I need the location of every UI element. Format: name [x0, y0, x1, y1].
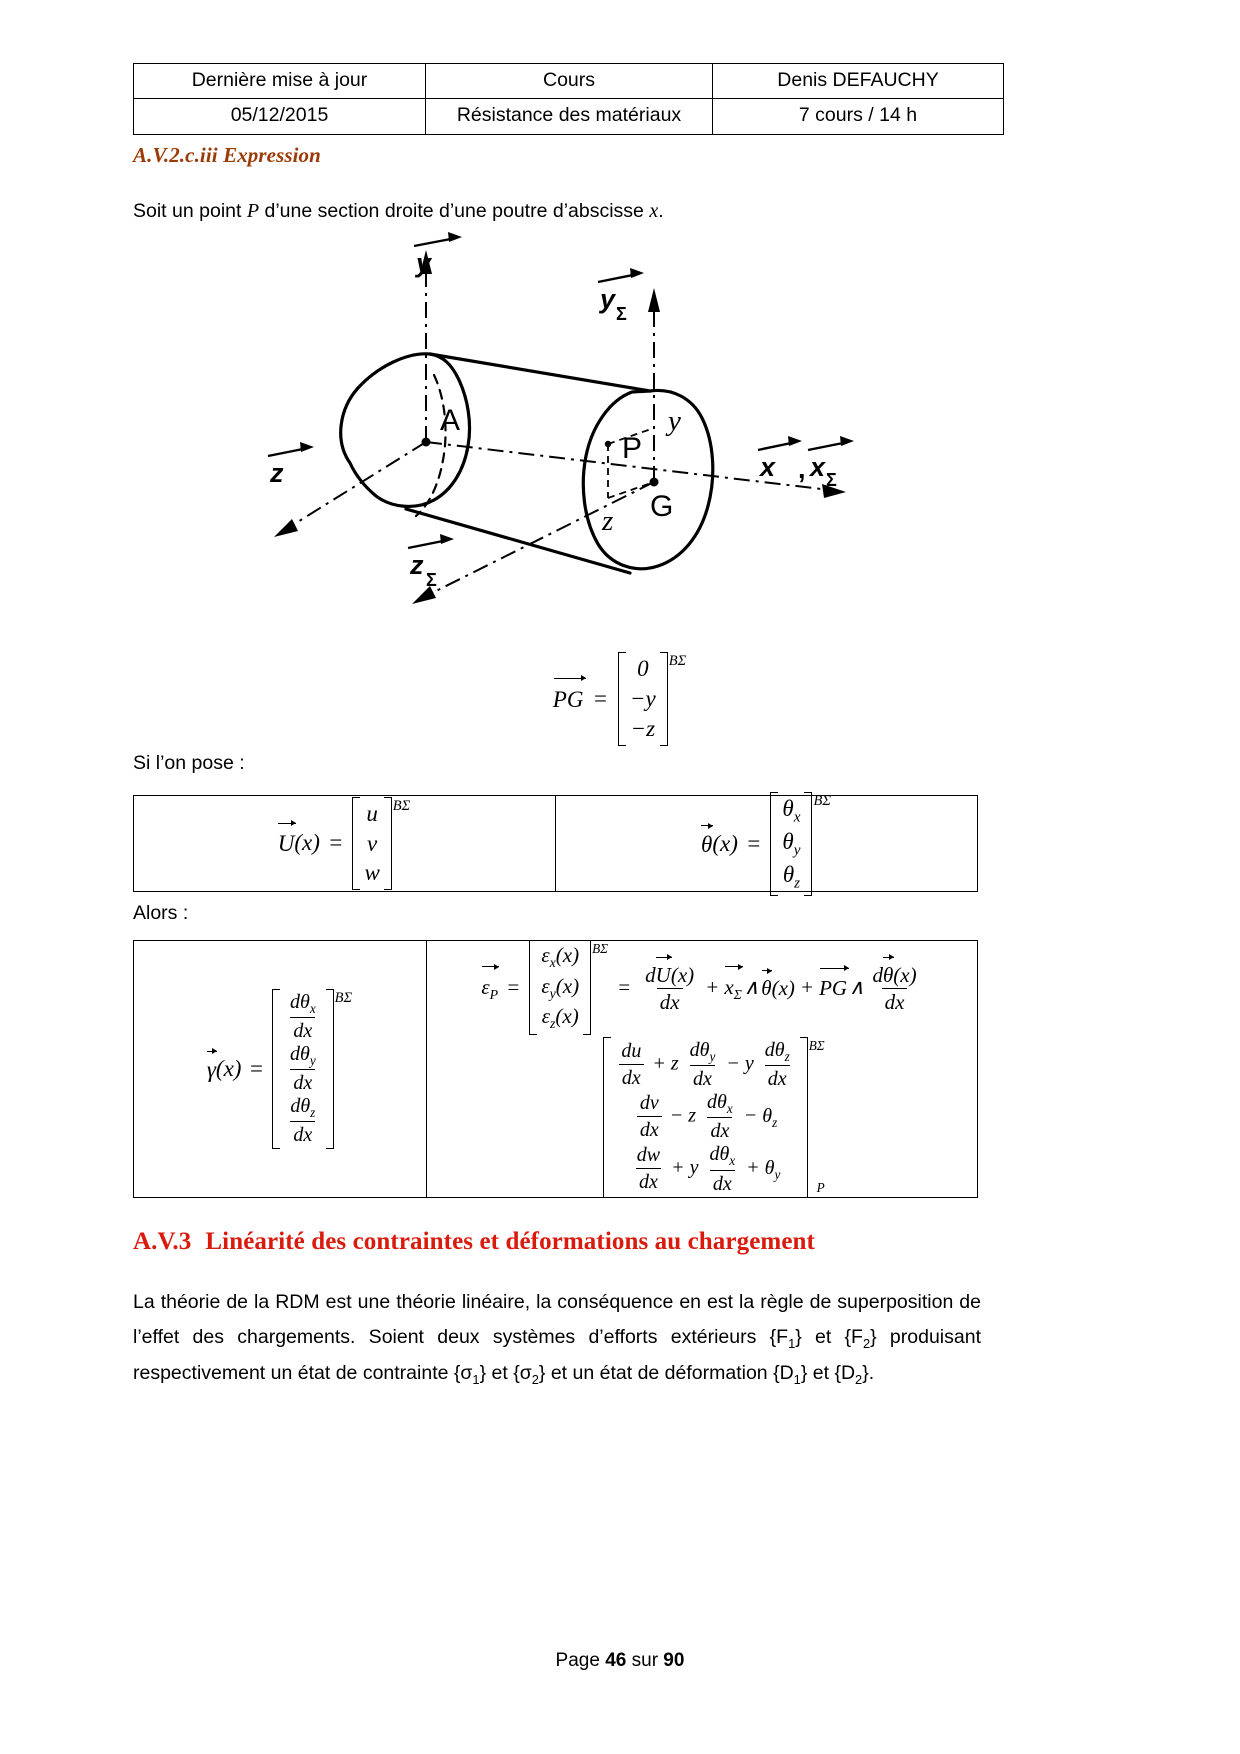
body-line-3c: } et un état de déformation {D	[538, 1361, 794, 1384]
developed-point: P	[816, 1179, 825, 1195]
theta-row-2: $\theta_z$	[782, 862, 801, 892]
point-p-g-guide	[608, 482, 654, 498]
epsilon-equals-2: =	[617, 975, 632, 1000]
u-equals: =	[327, 830, 344, 856]
label-point-p: P	[622, 432, 643, 465]
svg-text:x: x	[760, 452, 776, 482]
body-sub-6: 2	[855, 1371, 863, 1387]
theta-basis: BΣ	[813, 792, 831, 809]
theta-matrix-column	[778, 792, 804, 896]
u-arg: (x)	[294, 830, 320, 856]
epsilon-developed-column	[611, 1037, 799, 1198]
bracket-right	[660, 652, 668, 746]
developed-row-2: $\frac{dw}{dx}$ + y $\frac{d\theta_x}{dx}$ + $\theta_y$	[636, 1143, 781, 1195]
pg-row-0: 0	[637, 656, 649, 681]
epsilon-row-0: $\varepsilon_x(x)$	[541, 943, 580, 971]
section-number: A.V.3	[133, 1228, 192, 1255]
alors-text: Alors :	[133, 902, 189, 924]
svg-text:y: y	[416, 248, 432, 278]
si-lon-pose-text: Si l’on pose :	[133, 752, 245, 774]
pg-row-1: −y	[630, 685, 656, 711]
body-sub-4: 2	[531, 1371, 539, 1387]
footer-total-pages: 90	[663, 1650, 685, 1671]
label-x-vector	[758, 436, 802, 482]
u-matrix-column	[360, 797, 383, 891]
axis-z-arrowhead	[274, 519, 298, 537]
developed-row-1: $\frac{dv}{dx}$ − z $\frac{d\theta_x}{dx}$ − $\theta_z$	[615, 1091, 795, 1143]
svg-text:y: y	[600, 284, 616, 314]
u-row-0: u	[366, 800, 378, 826]
header-cell-hours: 7 cours / 14 h	[713, 99, 1004, 134]
body-line-3d: } et {D	[800, 1361, 856, 1384]
epsilon-developed-matrix	[603, 1037, 824, 1198]
header-cell-last-update: Dernière mise à jour	[134, 64, 426, 99]
svg-text:Σ: Σ	[826, 470, 837, 490]
pg-equals: =	[592, 685, 608, 711]
label-point-a: A	[440, 404, 461, 437]
section-title: Linéarité des contraintes et déformations au chargement	[205, 1228, 815, 1255]
gamma-matrix	[272, 989, 352, 1150]
pg-lhs: PG	[552, 686, 584, 712]
theta-lhs: θ	[701, 831, 713, 857]
u-row-1: v	[367, 830, 378, 856]
epsilon-term-1: $\frac{dU(x)}{dx}$	[645, 962, 695, 1014]
u-lhs: U	[277, 831, 295, 857]
svg-text:,: ,	[798, 454, 806, 484]
bracket-left	[770, 792, 778, 896]
bracket-right	[326, 989, 334, 1150]
svg-text:z: z	[410, 550, 424, 580]
epsilon-wedge-1: ∧	[743, 975, 760, 1000]
beam-right-face	[583, 390, 713, 568]
body-sub-3: 1	[472, 1371, 480, 1387]
gamma-lhs: γ	[206, 1056, 216, 1082]
point-p-marker	[605, 441, 611, 447]
intro-var-p: P	[246, 200, 260, 222]
epsilon-basis: BΣ	[592, 941, 608, 957]
table-row	[134, 64, 1004, 99]
bracket-right	[583, 940, 591, 1035]
body-line-2b: } et {F	[795, 1326, 863, 1349]
axis-z-sigma-line	[426, 482, 654, 596]
epsilon-term-5: $\frac{d\theta(x)}{dx}$	[872, 962, 917, 1014]
body-sub-2: 2	[862, 1336, 871, 1352]
intro-text-before: Soit un point	[133, 200, 247, 222]
theta-equals: =	[745, 830, 762, 856]
body-line-3a: état de contrainte {σ	[297, 1361, 473, 1384]
strain-cell-epsilon	[427, 941, 977, 1197]
epsilon-term-4: PG	[819, 976, 848, 1001]
svg-text:x: x	[810, 452, 826, 482]
label-z-sigma-vector	[408, 534, 454, 590]
footer-page-number: 46	[605, 1650, 627, 1671]
theta-arg: (x)	[712, 830, 738, 856]
section-heading	[133, 1228, 815, 1256]
svg-text:Σ: Σ	[426, 570, 437, 590]
epsilon-row-1: $\varepsilon_y(x)$	[541, 973, 580, 1001]
theta-row-1: $\theta_y$	[782, 828, 801, 859]
gamma-row-1: $\frac{d\theta_y}{dx}$	[289, 1042, 316, 1095]
epsilon-term-3: θ(x)	[761, 976, 795, 1001]
bracket-left	[272, 989, 280, 1150]
u-matrix	[352, 797, 410, 891]
svg-text:Σ: Σ	[616, 304, 627, 324]
developed-basis: BΣ	[808, 1038, 825, 1054]
intro-paragraph	[133, 196, 953, 227]
definitions-cell-rotation	[556, 792, 977, 892]
body-line-2a: des chargements. Soient deux systèmes d’efforts extérieurs {F	[192, 1326, 789, 1349]
label-x-sigma-vector	[798, 436, 854, 490]
pg-row-2: −z	[630, 715, 656, 741]
developed-row-0: $\frac{du}{dx}$ + z $\frac{d\theta_y}{dx}$ − y $\frac{d\theta_z}{dx}$	[615, 1039, 795, 1091]
intro-text-middle: d’une section droite d’une poutre d’abscisse	[259, 200, 650, 222]
body-line-2c: } produisant respectivement un	[133, 1326, 981, 1384]
bracket-left	[618, 652, 626, 746]
epsilon-wedge-2: ∧	[849, 975, 865, 1000]
label-z-vector	[268, 442, 314, 488]
gamma-equals: =	[248, 1055, 264, 1081]
theta-row-0: $\theta_x$	[782, 795, 801, 826]
u-basis: BΣ	[392, 797, 411, 814]
definitions-cell-displacement	[134, 796, 555, 891]
epsilon-matrix	[529, 940, 608, 1035]
bracket-left	[529, 940, 537, 1035]
epsilon-matrix-column	[537, 940, 583, 1035]
footer-middle: sur	[626, 1650, 664, 1671]
label-y-vector	[414, 232, 462, 278]
gamma-matrix-column	[280, 989, 326, 1150]
table-row	[134, 99, 1004, 134]
pg-basis: BΣ	[668, 653, 687, 669]
beam-diagram	[230, 228, 910, 628]
strain-table	[133, 940, 978, 1198]
axis-z-line	[288, 442, 426, 528]
body-sub-5: 1	[793, 1371, 801, 1387]
pg-matrix-column	[626, 652, 660, 746]
footer-prefix: Page	[555, 1650, 606, 1671]
epsilon-plus-2: +	[799, 975, 815, 1000]
intro-text-after: .	[658, 200, 664, 222]
page-footer	[0, 1650, 1240, 1672]
point-g-marker	[650, 478, 659, 487]
label-axis-z: z	[602, 505, 614, 537]
gamma-row-0: $\frac{d\theta_x}{dx}$	[289, 990, 316, 1042]
epsilon-equals-1: =	[506, 975, 521, 1000]
header-table	[133, 63, 1004, 135]
body-line-3b: } et {σ	[479, 1361, 532, 1384]
theta-matrix	[770, 792, 831, 896]
pg-matrix	[618, 652, 686, 746]
body-line-1: La théorie de la RDM est une théorie linéaire, la conséquence en est la règle de superposition de l’effet	[133, 1291, 981, 1349]
bracket-right	[384, 797, 392, 891]
header-cell-date: 05/12/2015	[134, 99, 426, 134]
bracket-left	[603, 1037, 611, 1198]
beam-diagram-svg	[230, 228, 910, 628]
header-cell-course: Cours	[426, 64, 713, 99]
gamma-basis: BΣ	[334, 989, 353, 1006]
epsilon-lhs: $\varepsilon_P$	[481, 974, 499, 1002]
body-paragraph	[133, 1285, 981, 1391]
body-line-3e: }.	[862, 1361, 875, 1384]
bracket-left	[352, 797, 360, 891]
label-point-g: G	[650, 490, 674, 523]
header-cell-author: Denis DEFAUCHY	[713, 64, 1004, 99]
axis-y-sigma-arrowhead	[648, 288, 660, 312]
point-a-marker	[422, 438, 431, 447]
definitions-table	[133, 792, 978, 892]
bracket-right	[800, 1037, 808, 1198]
bracket-right	[804, 792, 812, 896]
pg-vector-formula	[0, 652, 1240, 746]
epsilon-equation-line-2	[602, 1037, 825, 1198]
header-cell-subject: Résistance des matériaux	[426, 99, 713, 134]
body-sub-1: 1	[788, 1336, 796, 1352]
gamma-arg: (x)	[215, 1055, 242, 1081]
epsilon-equation-line-1	[481, 940, 922, 1035]
intro-var-x: x	[649, 200, 659, 222]
epsilon-term-2: $x_\Sigma$	[724, 974, 742, 1002]
label-axis-y: y	[668, 405, 681, 437]
epsilon-row-2: $\varepsilon_z(x)$	[541, 1003, 579, 1032]
epsilon-plus-1: +	[705, 975, 720, 1000]
strain-cell-gamma	[134, 941, 426, 1197]
u-row-2: w	[364, 860, 380, 886]
label-y-sigma-vector	[598, 268, 644, 324]
svg-text:z: z	[270, 458, 284, 488]
gamma-row-2: $\frac{d\theta_z}{dx}$	[290, 1095, 316, 1147]
subsection-heading: A.V.2.c.iii Expression	[133, 143, 321, 167]
